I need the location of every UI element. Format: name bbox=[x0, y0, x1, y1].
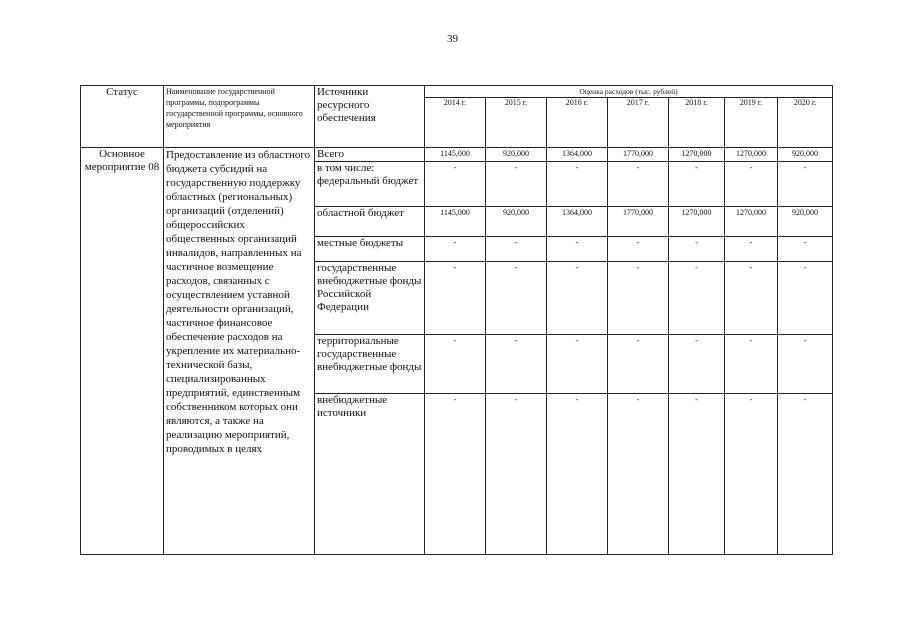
header-status: Статус bbox=[81, 86, 164, 148]
value-cell: 1145,000 bbox=[425, 207, 486, 237]
value-cell: 1364,000 bbox=[547, 148, 608, 162]
value-cell: - bbox=[547, 162, 608, 207]
value-cell: - bbox=[486, 262, 547, 335]
value-cell: - bbox=[425, 237, 486, 262]
value-cell: - bbox=[486, 237, 547, 262]
value-cell: - bbox=[669, 237, 725, 262]
budget-table bbox=[80, 85, 833, 555]
value-cell: 920,000 bbox=[778, 148, 833, 162]
value-cell: - bbox=[486, 394, 547, 555]
value-cell: - bbox=[547, 237, 608, 262]
header-year: 2015 г. bbox=[486, 98, 547, 148]
source-label: государственные внебюджетные фонды Российской Федерации bbox=[315, 262, 425, 335]
source-label: внебюджетные источники bbox=[315, 394, 425, 555]
value-cell: - bbox=[725, 394, 778, 555]
value-cell: - bbox=[608, 237, 669, 262]
value-cell: - bbox=[425, 335, 486, 394]
value-cell: 1770,000 bbox=[608, 148, 669, 162]
value-cell: - bbox=[486, 162, 547, 207]
value-cell: - bbox=[608, 394, 669, 555]
value-cell: - bbox=[669, 162, 725, 207]
header-year: 2018 г. bbox=[669, 98, 725, 148]
value-cell: - bbox=[725, 162, 778, 207]
source-label: местные бюджеты bbox=[315, 237, 425, 262]
value-cell: - bbox=[778, 237, 833, 262]
source-label: в том числе: федеральный бюджет bbox=[315, 162, 425, 207]
header-year: 2020 г. bbox=[778, 98, 833, 148]
value-cell: 1270,000 bbox=[669, 148, 725, 162]
value-cell: - bbox=[725, 262, 778, 335]
value-cell: - bbox=[608, 162, 669, 207]
value-cell: 1270,000 bbox=[725, 148, 778, 162]
value-cell: - bbox=[425, 394, 486, 555]
value-cell: - bbox=[778, 394, 833, 555]
value-cell: - bbox=[669, 394, 725, 555]
header-year: 2019 г. bbox=[725, 98, 778, 148]
source-label: Всего bbox=[315, 148, 425, 162]
header-sources: Источники ресурсного обеспечения bbox=[315, 86, 425, 148]
value-cell: - bbox=[547, 394, 608, 555]
header-year: 2016 г. bbox=[547, 98, 608, 148]
value-cell: 920,000 bbox=[486, 207, 547, 237]
value-cell: 920,000 bbox=[778, 207, 833, 237]
value-cell: 1145,000 bbox=[425, 148, 486, 162]
source-label: территориальные государственные внебюджетные фонды bbox=[315, 335, 425, 394]
value-cell: 1270,000 bbox=[669, 207, 725, 237]
value-cell: - bbox=[669, 335, 725, 394]
value-cell: - bbox=[778, 262, 833, 335]
value-cell: - bbox=[725, 335, 778, 394]
header-name: Наименование государственной программы, подпрограммы государственной программы, основного мероприятия bbox=[164, 86, 315, 148]
value-cell: - bbox=[725, 237, 778, 262]
value-cell: - bbox=[778, 162, 833, 207]
value-cell: 1770,000 bbox=[608, 207, 669, 237]
value-cell: 920,000 bbox=[486, 148, 547, 162]
value-cell: - bbox=[425, 162, 486, 207]
value-cell: 1270,000 bbox=[725, 207, 778, 237]
value-cell: - bbox=[778, 335, 833, 394]
value-cell: - bbox=[608, 262, 669, 335]
value-cell: - bbox=[608, 335, 669, 394]
page-number: 39 bbox=[447, 33, 458, 45]
value-cell: 1364,000 bbox=[547, 207, 608, 237]
value-cell: - bbox=[425, 262, 486, 335]
row-name: Предоставление из областного бюджета субсидий на государственную поддержку областных (региональных) организаций (отделений) общероссийских общественных организаций инвалидов, направленных на частичное возмещение расходов, связанных с осуществлением уставной деятельности организаций, частичное финансовое обеспечение расходов на укрепление их материально-технической базы, специализированных предприятий, единственным собственником которых они являются, а также на реализацию мероприятий, проводимых в целях bbox=[164, 148, 315, 555]
row-status: Основное мероприятие 08 bbox=[81, 148, 164, 555]
header-estimate: Оценка расходов (тыс. рублей) bbox=[425, 86, 833, 98]
source-label: областной бюджет bbox=[315, 207, 425, 237]
value-cell: - bbox=[547, 262, 608, 335]
header-year: 2014 г. bbox=[425, 98, 486, 148]
value-cell: - bbox=[547, 335, 608, 394]
header-year: 2017 г. bbox=[608, 98, 669, 148]
value-cell: - bbox=[669, 262, 725, 335]
value-cell: - bbox=[486, 335, 547, 394]
